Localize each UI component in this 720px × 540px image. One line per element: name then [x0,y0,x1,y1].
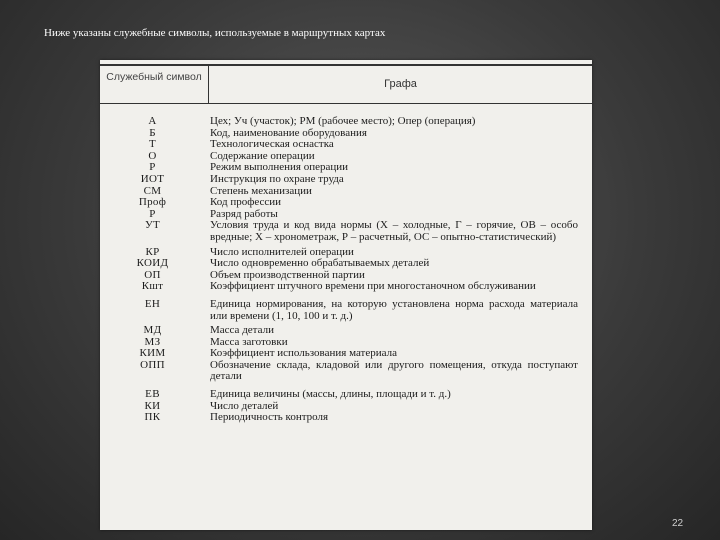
row-description: Коэффициент штучного времени при многостаночном обслуживании [210,280,536,293]
table-row [100,258,592,270]
row-symbol: ОПП [140,358,165,371]
row-description: Обозначение склада, кладовой или другого помещения, откуда поступают детали [210,358,578,383]
table-row [100,389,592,401]
row-description: Периодичность контроля [210,411,329,424]
header-column: Графа [384,78,417,90]
row-symbol: Р [149,207,156,220]
table-row [100,128,592,140]
row-description: Цех; Уч (участок); РМ (рабочее место); Опер (операция) [210,115,476,127]
row-description: Число исполнителей операции [210,245,354,258]
table-top-rule [100,64,592,66]
row-symbol: КИ [144,399,161,412]
table-row [100,186,592,198]
row-description: Единица величины (массы, длины, площади и т. д.) [210,388,451,401]
row-symbol: ИОТ [140,172,165,185]
row-symbol: Кшт [141,280,164,293]
table-row [100,116,592,128]
table-row [100,174,592,186]
row-symbol: ОП [144,268,161,281]
row-symbol: О [148,149,157,162]
row-description: Режим выполнения операции [210,161,349,174]
row-description: Объем производственной партии [210,268,365,281]
table-row [100,281,592,293]
row-description: Инструкция по охране труда [210,172,344,185]
header-symbol: Служебный символ [106,71,202,83]
row-description: Условия труда и код вида нормы (Х – холодные, Г – горячие, ОВ – особо вредные; Х – хронометраж, Р – расчетный, ОС – опытно-статистический) [210,219,578,243]
slide-caption: Ниже указаны служебные символы, используемые в маршрутных картах [44,27,386,39]
row-symbol: Р [149,161,156,174]
row-symbol: ЕН [144,297,161,310]
table-row [100,360,592,383]
row-symbol: КОИД [136,257,169,270]
row-symbol: Б [149,126,156,139]
row-symbol: МЗ [144,335,161,348]
row-symbol: КР [145,245,160,258]
table-body [100,116,592,424]
row-description: Код, наименование оборудования [210,126,367,139]
row-description: Технологическая оснастка [210,138,334,151]
table-row [100,412,592,424]
row-description: Код профессии [210,196,282,209]
row-description: Число деталей [210,399,279,412]
row-symbol: Т [148,138,157,151]
row-description: Число одновременно обрабатываемых деталей [210,257,430,270]
row-symbol: ЕВ [145,388,160,401]
row-description: Разряд работы [210,207,278,220]
scanned-table-image [100,60,592,530]
row-description: Единица нормирования, на которую установлена норма расхода материала или времени (1, 10, 100 и т. д.) [210,297,578,322]
row-symbol: КИМ [139,347,166,360]
row-description: Содержание операции [210,149,315,162]
table-row [100,401,592,413]
table-row [100,325,592,337]
table-row [100,299,592,322]
row-description: Масса заготовки [210,335,288,348]
row-symbol: Проф [138,196,167,209]
table-row [100,162,592,174]
header-bottom-rule [100,103,592,104]
row-symbol: ПК [144,411,161,424]
row-description: Масса детали [210,324,274,337]
row-symbol: СМ [143,184,162,197]
table-row [100,220,592,243]
table-row [100,197,592,209]
row-description: Степень механизации [210,184,312,197]
row-symbol: УТ [144,219,161,232]
page-number: 22 [672,518,684,529]
row-description: Коэффициент использования материала [210,347,397,360]
row-symbol: А [148,115,157,127]
table-row [100,139,592,151]
row-symbol: МД [143,324,162,337]
